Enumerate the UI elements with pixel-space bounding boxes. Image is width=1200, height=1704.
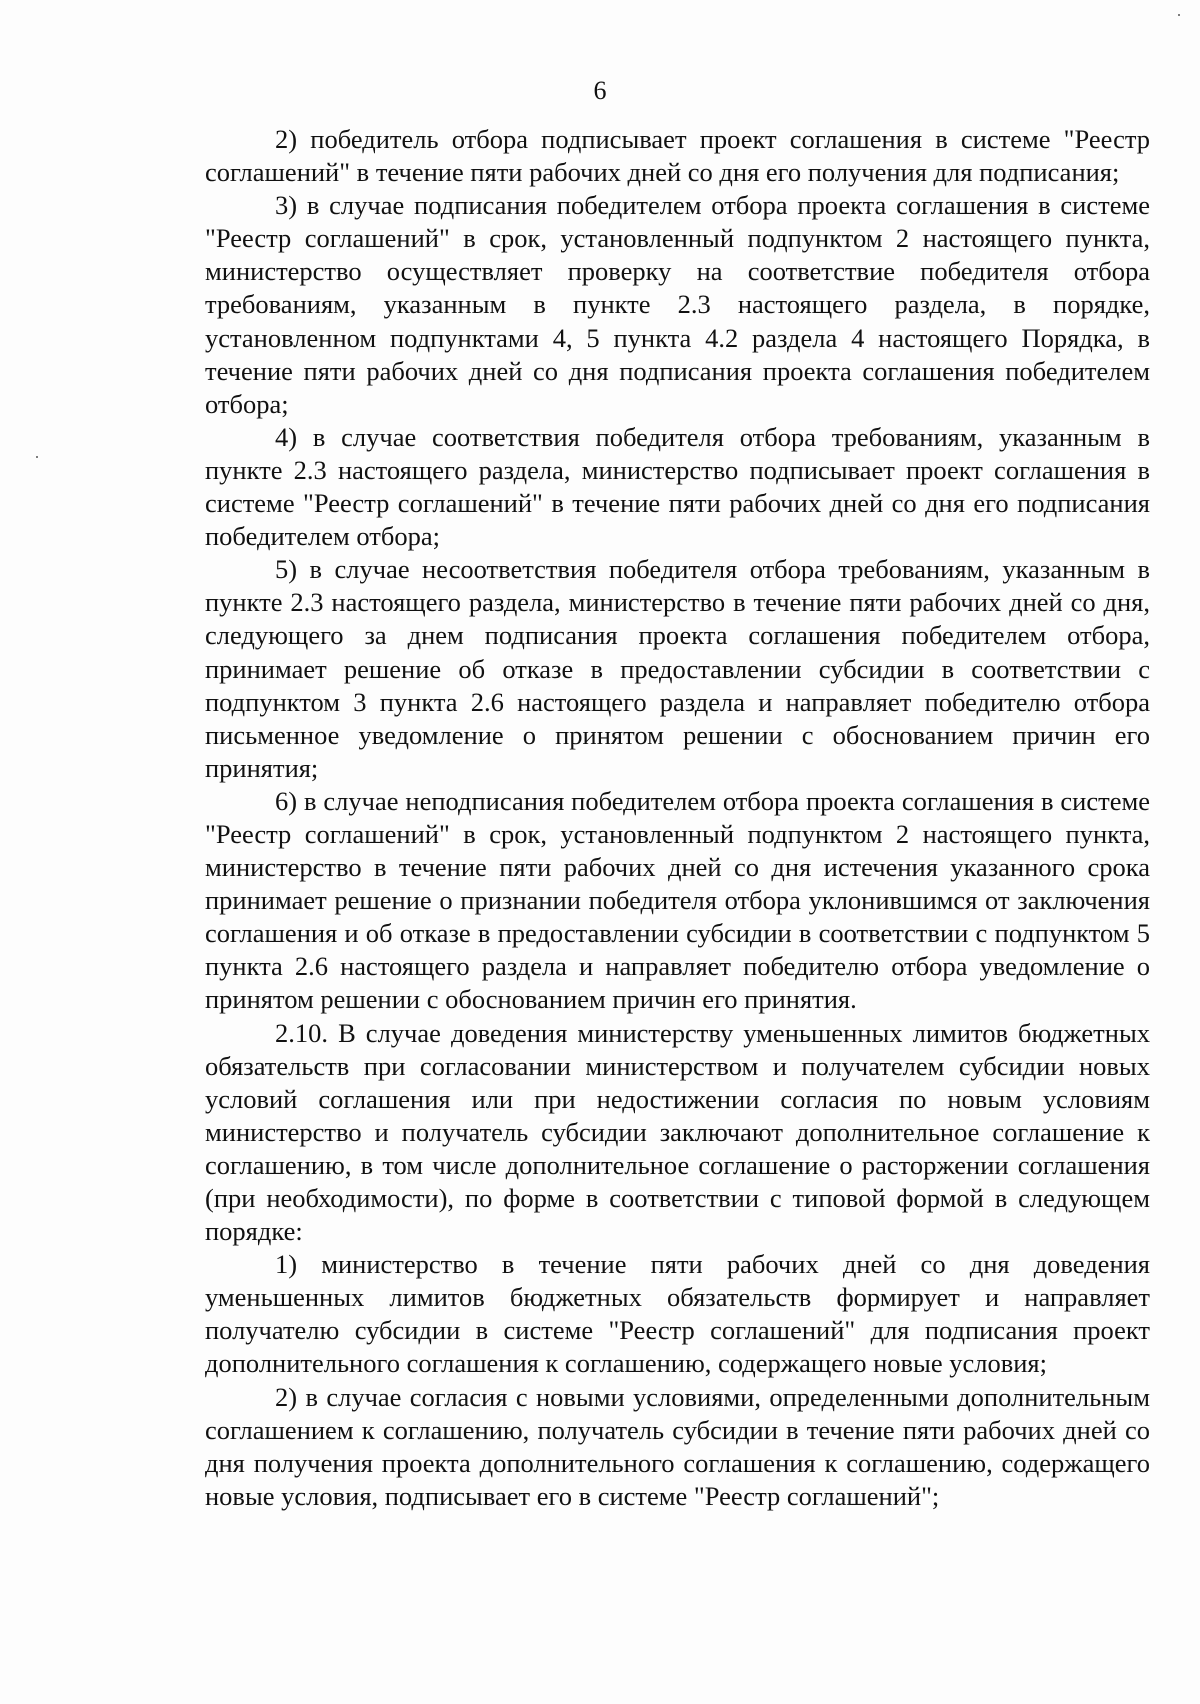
paragraph-section-2-10-subitem-1: 1) министерство в течение пяти рабочих дней со дня доведения уменьшенных лимитов бюджетных обязательств формирует и направляет получателю субсидии в системе "Реестр соглашений" для подписания проект дополнительного соглашения к соглашению, содержащего новые условия; (205, 1249, 1150, 1379)
paragraph-subitem-3: 3) в случае подписания победителем отбора проекта соглашения в системе "Реестр соглашений" в срок, установленный подпунктом 2 настоящего пункта, министерство осуществляет проверку на соответствие победителя отбора требованиям, указанным в пункте 2.3 настоящего раздела, в порядке, установленном подпунктами 4, 5 пункта 4.2 раздела 4 настоящего Порядка, в течение пяти рабочих дней со дня подписания проекта соглашения победителем отбора; (205, 190, 1150, 419)
paragraph-section-2-10-subitem-2: 2) в случае согласия с новыми условиями, определенными дополнительным соглашением к соглашению, получатель субсидии в течение пяти рабочих дней со дня получения проекта дополнительного соглашения к соглашению, содержащего новые условия, подписывает его в системе "Реестр соглашений"; (205, 1381, 1150, 1511)
scan-speck (1178, 14, 1180, 16)
page-number: 6 (593, 76, 607, 105)
paragraph-subitem-5: 5) в случае несоответствия победителя отбора требованиям, указанным в пункте 2.3 настоящего раздела, министерство в течение пяти рабочих дней со дня, следующего за днем подписания проекта соглашения победителем отбора, принимает решение об отказе в предоставлении субсидии в соответствии с подпунктом 3 пункта 2.6 настоящего раздела и направляет победителю отбора письменное уведомление о принятом решении с обоснованием причин его принятия; (205, 554, 1150, 783)
document-body (205, 123, 1150, 1513)
paragraph-section-2-10: 2.10. В случае доведения министерству уменьшенных лимитов бюджетных обязательств при согласовании министерством и получателем субсидии новых условий соглашения или при недостижении согласия по новым условиям министерство и получатель субсидии заключают дополнительное соглашение к соглашению, в том числе дополнительное соглашение о расторжении соглашения (при необходимости), по форме в соответствии с типовой формой в следующем порядке: (205, 1017, 1150, 1247)
paragraph-subitem-2: 2) победитель отбора подписывает проект соглашения в системе "Реестр соглашений" в течение пяти рабочих дней со дня его получения для подписания; (205, 124, 1150, 188)
scan-speck (36, 456, 38, 458)
paragraph-subitem-6: 6) в случае неподписания победителем отбора проекта соглашения в системе "Реестр соглашений" в срок, установленный подпунктом 2 настоящего пункта, министерство в течение пяти рабочих дней со дня истечения указанного срока принимает решение о признании победителя отбора уклонившимся от заключения соглашения и об отказе в предоставлении субсидии в соответствии с подпунктом 5 пункта 2.6 настоящего раздела и направляет победителю отбора уведомление о принятом решении с обоснованием причин его принятия. (205, 785, 1150, 1015)
paragraph-subitem-4: 4) в случае соответствия победителя отбора требованиям, указанным в пункте 2.3 настоящего раздела, министерство подписывает проект соглашения в системе "Реестр соглашений" в течение пяти рабочих дней со дня его подписания победителем отбора; (205, 421, 1150, 552)
